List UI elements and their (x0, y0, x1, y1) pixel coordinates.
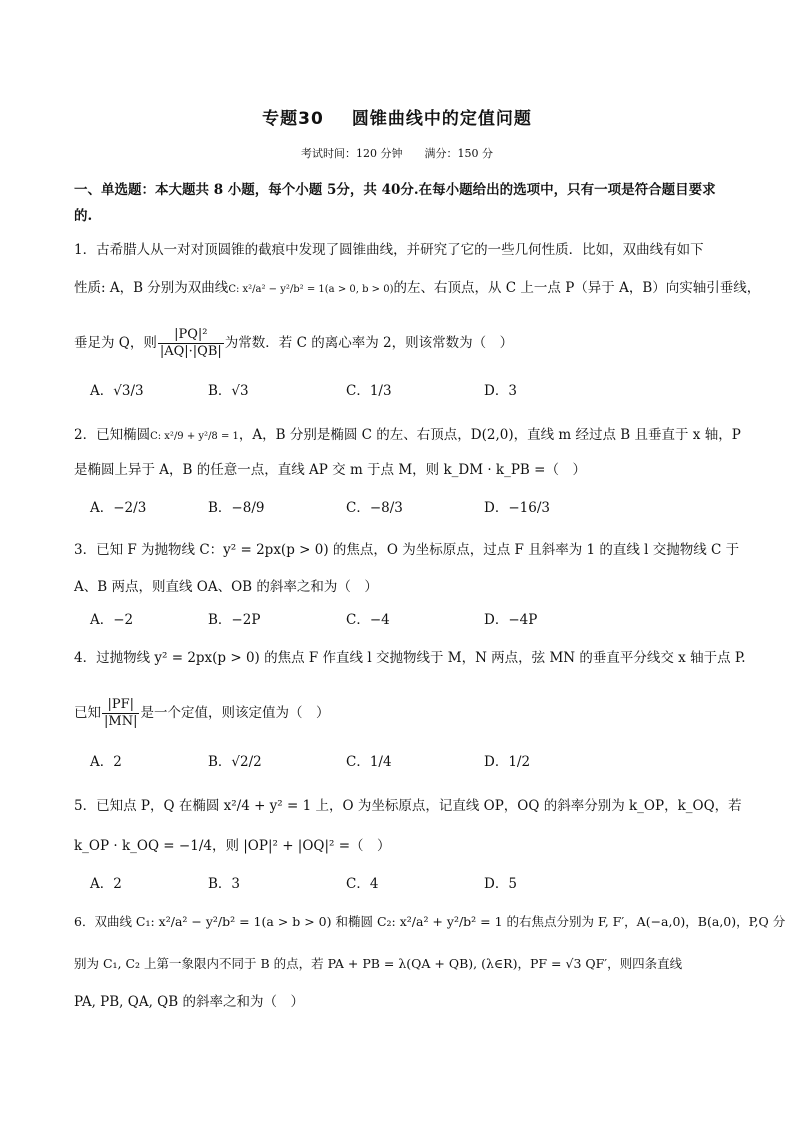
q2-point-d: D(2,0) (470, 427, 514, 443)
q1-line3-text-b: 为常数．若 C 的离心率为 2，则该常数为（ ） (224, 335, 514, 351)
q1-option-b[interactable]: B．√3 (208, 383, 249, 399)
q4-option-d[interactable]: D．1/2 (484, 754, 531, 770)
q6-line2: 别为 C₁, C₂ 上第一象限内不同于 B 的点，若 PA + PB = λ(QA + QB), (λ∈R)，PF = √3 QF′，则四条直线 (74, 956, 683, 971)
q4-line2 (74, 697, 329, 730)
q4-ratio-denominator: |MN| (104, 714, 138, 729)
q3-option-b[interactable]: B．−2P (208, 612, 261, 628)
q1-option-c[interactable]: C．1/3 (346, 383, 392, 399)
q1-line1: 1．古希腊人从一对对顶圆锥的截痕中发现了圆锥曲线，并研究了它的一些几何性质．比如，双曲线有如下 (74, 242, 704, 258)
title-number: 专题30 (262, 109, 324, 129)
q5-option-b[interactable]: B．3 (208, 876, 241, 892)
q1-line2-text-a: 性质: A，B 分别为双曲线 (74, 280, 229, 296)
q3-option-d[interactable]: D．−4P (484, 612, 538, 628)
q4-line2-text-b: 是一个定值，则该定值为（ ） (140, 705, 330, 721)
q4-ratio-fraction (102, 697, 139, 730)
q4-line2-text-a: 已知 (74, 705, 101, 721)
page-title (0, 104, 794, 129)
q2-line1-text-a: 2．已知椭圆 (74, 427, 151, 443)
q4-option-b[interactable]: B．√2/2 (208, 754, 262, 770)
q5-option-d[interactable]: D．5 (484, 876, 517, 892)
q2-line1-text-b: ，A，B 分别是椭圆 C 的左、右顶点， (238, 427, 471, 443)
q4-ratio-numerator: |PF| (102, 697, 139, 714)
exam-time: 考试时间：120 分钟 (301, 147, 403, 160)
exam-meta (0, 145, 794, 161)
q5-line2: k_OP · k_OQ = −1/4，则 |OP|² + |OQ|² =（ ） (74, 838, 391, 854)
q1-line3-text-a: 垂足为 Q，则 (74, 335, 157, 351)
section-heading: 一、单选题：本大题共 8 小题，每个小题 5分，共 40分.在每小题给出的选项中，只有一项是符合题目要求 (74, 182, 716, 198)
q3-option-c[interactable]: C．−4 (346, 612, 390, 628)
exam-score: 满分：150 分 (424, 147, 493, 160)
q1-hyperbola-eq: C: x²/a² − y²/b² = 1(a > 0, b > 0) (228, 284, 394, 295)
q2-option-c[interactable]: C．−8/3 (346, 500, 403, 516)
q5-line1: 5．已知点 P，Q 在椭圆 x²/4 + y² = 1 上，O 为坐标原点，记直线 OP，OQ 的斜率分别为 k_OP，k_OQ，若 (74, 798, 742, 814)
q6-line1: 6．双曲线 C₁: x²/a² − y²/b² = 1(a > b > 0) 和椭圆 C₂: x²/a² + y²/b² = 1 的右焦点分别为 F, F′，A(−a,0)，B(a,0)，P,Q 分 (74, 914, 786, 929)
q1-option-a[interactable]: A．√3/3 (90, 383, 144, 399)
q4-option-c[interactable]: C．1/4 (346, 754, 392, 770)
q3-line1: 3．已知 F 为抛物线 C：y² = 2px(p > 0) 的焦点，O 为坐标原点，过点 F 且斜率为 1 的直线 l 交抛物线 C 于 (74, 542, 740, 558)
q1-ratio-fraction (158, 327, 224, 360)
q1-ratio-numerator: |PQ|² (158, 327, 224, 344)
q5-option-c[interactable]: C．4 (346, 876, 379, 892)
q2-option-b[interactable]: B．−8/9 (208, 500, 265, 516)
q1-line2 (74, 278, 760, 300)
title-topic: 圆锥曲线中的定值问题 (351, 109, 532, 129)
q1-line2-text-b: 的左、右顶点，从 C 上一点 P（异于 A，B）向实轴引垂线， (393, 280, 761, 296)
q5-option-a[interactable]: A．2 (90, 876, 122, 892)
q1-option-d[interactable]: D．3 (484, 383, 517, 399)
q3-option-a[interactable]: A．−2 (90, 612, 134, 628)
q2-option-a[interactable]: A．−2/3 (90, 500, 147, 516)
q2-line1-text-d: ，直线 m 经过点 B 且垂直于 x 轴，P (513, 427, 741, 443)
q6-line3: PA, PB, QA, QB 的斜率之和为（ ） (74, 994, 304, 1010)
q2-line1 (74, 425, 741, 447)
q3-line2: A、B 两点，则直线 OA、OB 的斜率之和为（ ） (74, 579, 378, 595)
q4-line1: 4．过抛物线 y² = 2px(p > 0) 的焦点 F 作直线 l 交抛物线于 M，N 两点，弦 MN 的垂直平分线交 x 轴于点 P. (74, 650, 746, 666)
q2-ellipse-eq: C: x²/9 + y²/8 = 1 (150, 431, 239, 442)
q1-ratio-denominator: |AQ|·|QB| (159, 344, 222, 359)
q4-option-a[interactable]: A．2 (90, 754, 122, 770)
q2-option-d[interactable]: D．−16/3 (484, 500, 550, 516)
section-heading-cont: 的. (74, 208, 93, 224)
q2-line2: 是椭圆上异于 A，B 的任意一点，直线 AP 交 m 于点 M，则 k_DM · k_PB =（ ） (74, 462, 586, 478)
q1-line3 (74, 327, 513, 360)
